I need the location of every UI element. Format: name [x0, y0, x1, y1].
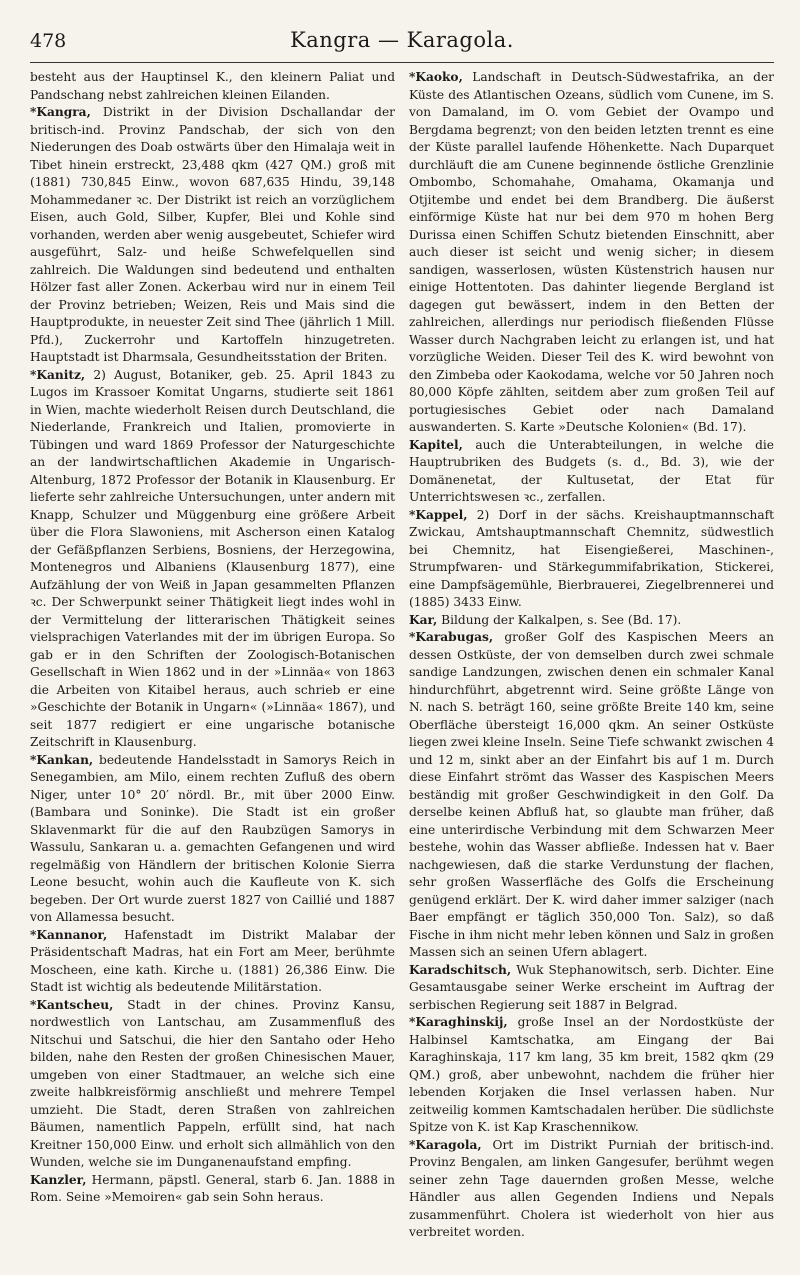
dictionary-entry [409, 612, 774, 630]
running-title: Kangra — Karagola. [290, 28, 514, 52]
dictionary-entry [30, 752, 395, 927]
entry-headword: Karadschitsch, [409, 962, 512, 977]
entry-headword: *Kanitz, [30, 367, 86, 382]
entry-text: Landschaft in Deutsch-Südwestafrika, an der Küste des Atlantischen Ozeans, südlich vom Cunene, im S. von Damaland, im O. vom Gebiet der Ovampo und Bergdama begrenzt; von den beiden letzten trennt es eine der Küste parallel laufende Höhenkette. Nach Duparquet durchläuft die am Cunene beginnende östliche Grenzlinie Ombombo, Schomahahe, Omahama, Okamanja und Otjitembe und endet bei dem Brandberg. Die äußerst einförmige Küste hat nur bei dem 970 m hohen Berg Durissa einen Schiffen Schutz bietenden Einschnitt, aber auch dieser ist seicht und wenig sicher; in diesem sandigen, wasserlosen, wüsten Küstenstrich hausen nur einige Hottentoten. Das dahinter liegende Bergland ist dagegen gut bewässert, indem in den Betten der zahlreichen, allerdings nur periodisch fließenden Flüsse Wasser durch Nachgraben leicht zu erlangen ist, und hat vorzügliche Weiden. Dieser Teil des K. wird bewohnt von den Zimbeba oder Kaokodama, welche vor 50 Jahren noch 80,000 Köpfe zählten, seitdem aber zum großen Teil auf portugiesisches Gebiet oder nach Damaland auswanderten. S. Karte »Deutsche Kolonien« (Bd. 17). [409, 70, 774, 434]
text-columns [30, 63, 774, 1242]
entry-text: 2) August, Botaniker, geb. 25. April 1843 zu Lugos im Krassoer Komitat Ungarns, studierte seit 1861 in Wien, machte wiederholt Reisen durch Deutschland, die Niederlande, Frankreich und Italien, promovierte in Tübingen und ward 1869 Professor der Naturgeschichte an der landwirtschaftlichen Akademie in Ungarisch-Altenburg, 1872 Professor der Botanik in Klausenburg. Er lieferte sehr zahlreiche Untersuchungen, unter andern mit Knapp, Schulzer und Müggenburg eine größere Arbeit über die Flora Slawoniens, mit Ascherson einen Katalog der Gefäßpflanzen Serbiens, Bosniens, der Herzegowina, Montenegros und Albaniens (Klausenburg 1877), eine Aufzählung der von Weiß in Japan gesammelten Pflanzen ꝛc. Der Schwerpunkt seiner Thätigkeit liegt indes wohl in der Vermittelung der litterarischen Thätigkeit seines vielsprachigen Vaterlandes mit der im übrigen Europa. So gab er in den Schriften der Zoologisch-Botanischen Gesellschaft in Wien 1862 und in der »Linnäa« von 1863 die Arbeiten von Kitaibel heraus, auch schrieb er eine »Geschichte der Botanik in Ungarn« (»Linnäa« 1867), und seit 1877 redigiert er eine ungarische botanische Zeitschrift in Klausenburg. [30, 367, 396, 749]
entry-headword: *Karabugas, [409, 630, 494, 644]
entry-headword: *Kantscheu, [30, 997, 114, 1012]
entry-headword: *Karagola, [409, 1137, 482, 1152]
entry-headword: *Kaoko, [409, 70, 463, 84]
entry-headword: *Karaghinskij, [409, 1015, 508, 1029]
left-column [30, 69, 395, 1242]
entry-headword: Kar, [409, 612, 438, 627]
dictionary-entry [30, 69, 395, 104]
entry-headword: *Kappel, [409, 507, 468, 522]
entry-text: besteht aus der Hauptinsel K., den kleinern Paliat und Pandschang nebst zahlreichen kleinen Eilanden. [30, 70, 395, 102]
entry-text: auch die Unterabteilungen, in welche die Hauptrubriken des Budgets (s. d., Bd. 3), wie der Domänenetat, der Kultusetat, der Etat für Unterrichtswesen ꝛc., zerfallen. [409, 437, 775, 504]
dictionary-entry [409, 629, 774, 962]
entry-headword: *Kannanor, [30, 927, 108, 942]
dictionary-entry [30, 1172, 395, 1207]
entry-text: große Insel an der Nordostküste der Halbinsel Kamtschatka, am Eingang der Bai Karaghinskaja, 117 km lang, 35 km breit, 1582 qkm (29 QM.) groß, aber unbewohnt, nachdem die früher hier lebenden Korjaken die Insel verlassen haben. Nur zeitweilig kommen Kamtschadalen herüber. Die südlichste Spitze von K. ist Kap Kraschennikow. [409, 1015, 775, 1134]
entry-text: Stadt in der chines. Provinz Kansu, nordwestlich von Lantschau, am Zusammenfluß des Nitschui und Satschui, die hier den Santaho oder Heho bilden, nahe den Resten der großen Chinesischen Mauer, umgeben von einer Stadtmauer, an welche sich eine zweite halbkreisförmig anschließt und mehrere Tempel umzieht. Die Stadt, deren Straßen von zahlreichen Bäumen, namentlich Pappeln, erfüllt sind, hat nach Kreitner 150,000 Einw. und erholt sich allmählich von den Wunden, welche sie im Dunganenaufstand empfing. [30, 997, 395, 1169]
dictionary-entry [409, 437, 774, 507]
entry-text: bedeutende Handelsstadt in Samorys Reich in Senegambien, am Milo, einem rechten Zufluß des obern Niger, unter 10° 20′ nördl. Br., mit über 2000 Einw. (Bambara und Soninke). Die Stadt ist ein großer Sklavenmarkt für die auf den Raubzügen Samorys in Wassulu, Sankaran u. a. gemachten Gefangenen und wird regelmäßig von Händlern der britischen Kolonie Sierra Leone besucht, wohin auch die Kaufleute von K. sich begeben. Der Ort wurde zuerst 1827 von Caillié und 1887 von Allamessa besucht. [30, 752, 396, 924]
page-header [30, 22, 774, 63]
right-column [409, 69, 774, 1242]
dictionary-entry [30, 367, 395, 752]
entry-text: Distrikt in der Division Dschallandar der britisch-ind. Provinz Pandschab, der sich von den Niederungen des Doab ostwärts über den Himalaja weit in Tibet hinein erstreckt, 23,488 qkm (427 QM.) groß mit (1881) 730,845 Einw., wovon 687,635 Hindu, 39,148 Mohammedaner ꝛc. Der Distrikt ist reich an vorzüglichem Eisen, auch Gold, Silber, Kupfer, Blei und Kohle sind vorhanden, werden aber wenig ausgebeutet, Schiefer wird ausgeführt, Salz- und heiße Schwefelquellen sind zahlreich. Die Waldungen sind bedeutend und enthalten Hölzer fast aller Zonen. Ackerbau wird nur in einem Teil der Provinz betrieben; Weizen, Reis und Mais sind die Hauptprodukte, in neuester Zeit sind Thee (jährlich 1 Mill. Pfd.), Zuckerrohr und Kartoffeln hinzugetreten. Hauptstadt ist Dharmsala, Gesundheitsstation der Briten. [30, 105, 395, 364]
entry-text: Hafenstadt im Distrikt Malabar der Präsidentschaft Madras, hat ein Fort am Meer, berühmte Moscheen, eine kath. Kirche u. (1881) 26,386 Einw. Die Stadt ist wichtig als bedeutende Militärstation. [30, 927, 396, 994]
dictionary-entry [409, 1137, 774, 1242]
entry-text: Hermann, päpstl. General, starb 6. Jan. 1888 in Rom. Seine »Memoiren« gab sein Sohn heraus. [30, 1172, 396, 1204]
dictionary-entry [409, 69, 774, 437]
entry-headword: *Kangra, [30, 105, 91, 119]
entry-headword: Kapitel, [409, 437, 463, 452]
entry-text: 2) Dorf in der sächs. Kreishauptmannschaft Zwickau, Amtshauptmannschaft Chemnitz, südwestlich bei Chemnitz, hat Eisengießerei, Maschinen-, Strumpfwaren- und Stärkegummifabrikation, Stickerei, eine Dampfsägemühle, Bierbrauerei, Ziegelbrennerei und (1885) 3433 Einw. [409, 507, 774, 609]
entry-text: Bildung der Kalkalpen, s. See (Bd. 17). [441, 612, 682, 627]
entry-headword: Kanzler, [30, 1172, 87, 1187]
entry-text: Ort im Distrikt Purniah der britisch-ind. Provinz Bengalen, am linken Gangesufer, berühmt wegen seiner zehn Tage dauernden großen Messe, welche Händler aus allen Gegenden Indiens und Nepals zusammenführt. Cholera ist wiederholt von hier aus verbreitet worden. [409, 1137, 774, 1239]
dictionary-entry [409, 1014, 774, 1137]
dictionary-entry [30, 104, 395, 367]
page-number: 478 [30, 30, 67, 52]
dictionary-entry [30, 927, 395, 997]
entry-headword: *Kankan, [30, 752, 94, 767]
entry-text: Wuk Stephanowitsch, serb. Dichter. Eine Gesamtausgabe seiner Werke erscheint im Auftrag der serbischen Regierung seit 1887 in Belgrad. [409, 962, 774, 1012]
dictionary-entry [409, 507, 774, 612]
dictionary-entry [30, 997, 395, 1172]
entry-text: großer Golf des Kaspischen Meers an dessen Ostküste, der von demselben durch zwei schmale sandige Landzungen, zwischen denen ein schmaler Kanal hindurchführt, abgetrennt wird. Seine größte Länge von N. nach S. beträgt 160, seine größte Breite 140 km, seine Oberfläche übersteigt 16,000 qkm. An seiner Ostküste liegen zwei kleine Inseln. Seine Tiefe schwankt zwischen 4 und 12 m, sinkt aber an der Einfahrt bis auf 1 m. Durch diese Einfahrt strömt das Wasser des Kaspischen Meers beständig mit großer Geschwindigkeit in den Golf. Da derselbe keinen Abfluß hat, so glaubte man früher, daß eine unterirdische Verbindung mit dem Schwarzen Meer bestehe, wohin das Wasser abfließe. Indessen hat v. Baer nachgewiesen, daß die starke Verdunstung der flachen, sehr großen Wasserfläche des Golfs die Erscheinung genügend erklärt. Der K. wird daher immer salziger (nach Baer empfängt er täglich 350,000 Ton. Salz), so daß Fische in ihm nicht mehr leben können und Salz in großen Massen sich an seinen Ufern ablagert. [409, 630, 774, 959]
dictionary-entry [409, 962, 774, 1015]
